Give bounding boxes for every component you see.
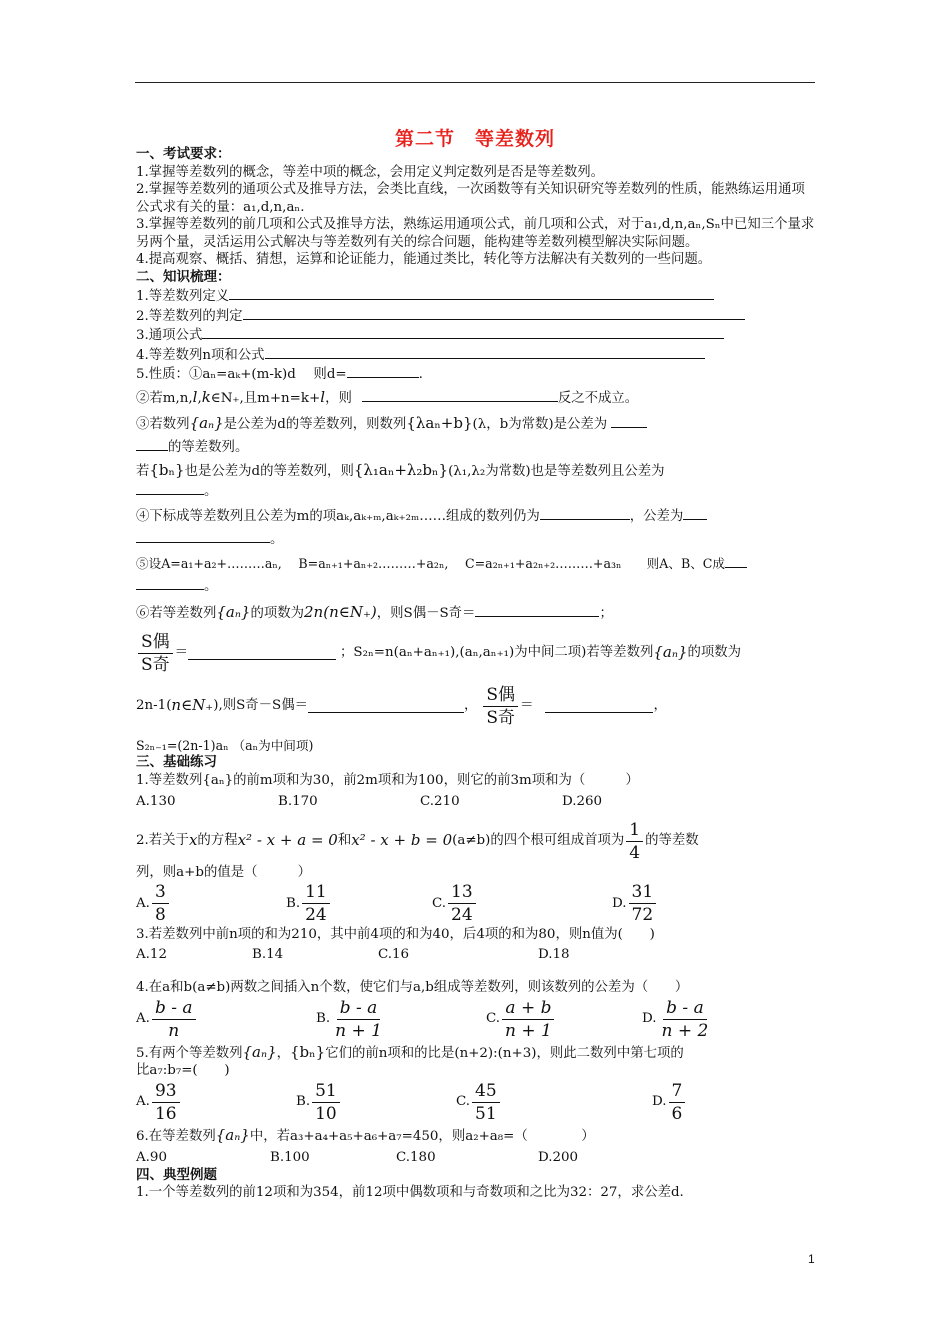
denominator: 6 (671, 1103, 683, 1124)
text: 反之不成立。 (557, 390, 639, 406)
property-3-cont (136, 437, 816, 457)
text: ， (464, 698, 478, 714)
denominator: 10 (315, 1103, 337, 1124)
text: ，则S偶－S奇＝ (376, 606, 476, 621)
property-6-odd (136, 684, 816, 729)
option-a[interactable]: A.90 (136, 1150, 167, 1165)
option-a[interactable] (136, 881, 286, 926)
page-title: 第二节 等差数列 (394, 128, 555, 150)
denominator: n (168, 1020, 180, 1041)
fill-blank[interactable] (229, 286, 714, 300)
option-fraction (332, 997, 385, 1042)
fill-blank[interactable] (202, 325, 724, 339)
option-a[interactable]: A.130 (136, 794, 176, 809)
option-d[interactable] (612, 881, 732, 926)
numerator: 51 (312, 1080, 340, 1103)
question-3-options (136, 946, 816, 964)
text: (λ，b为常数)是公差为 (472, 417, 608, 432)
option-label: C. (456, 1094, 471, 1110)
option-label: B. (296, 1094, 311, 1110)
denominator: 24 (451, 905, 473, 925)
fraction-one-quarter (626, 819, 643, 864)
fill-blank[interactable] (540, 506, 630, 520)
requirement-4: 4.提高观察、概括、猜想，运算和论证能力，能通过类比，转化等方法解决有关数列的一些问题。 (136, 252, 712, 267)
option-label: A. (136, 1011, 150, 1027)
question-2-cont: 列，则a+b的值是（ ） (136, 864, 312, 880)
option-label: B. (286, 895, 301, 911)
fill-blank[interactable] (545, 699, 653, 713)
denominator: S奇 (141, 654, 170, 675)
fill-blank[interactable] (136, 437, 168, 451)
math-expression: n∈N₊ (171, 696, 214, 715)
denominator: 4 (629, 842, 641, 863)
fill-blank[interactable] (308, 699, 464, 713)
option-label: A. (136, 1094, 150, 1110)
option-fraction (152, 1080, 180, 1125)
text: 的等差数 (645, 833, 699, 849)
math-expression: 2n(n∈N₊) (304, 603, 377, 621)
option-b[interactable]: B.170 (278, 794, 318, 809)
fill-blank[interactable] (347, 364, 419, 378)
option-label: C. (486, 1011, 501, 1027)
denominator: n + 2 (661, 1020, 709, 1041)
fill-blank[interactable] (136, 481, 204, 495)
option-a[interactable]: A.12 (136, 946, 167, 962)
option-c[interactable] (456, 1080, 652, 1125)
question-5 (136, 1044, 816, 1063)
section-heading-basic-practice: 三、基础练习 (136, 754, 217, 770)
fill-blank[interactable] (243, 306, 745, 320)
option-fraction (152, 997, 196, 1042)
property-4 (136, 506, 816, 526)
option-label: B. (316, 1011, 331, 1027)
option-c[interactable]: C.16 (378, 946, 410, 962)
requirement-3: 3.掌握等差数列的前几项和公式及推导方法，熟练运用通项公式，前几项和公式，对于a₁,d,n,aₙ,Sₙ中已知三个量求另两个量，灵活运用公式解决与等差数列有关的综合问题，能构建等差数列模型解决实际问题。 (136, 217, 815, 250)
property-6-middle: S₂ₙ₋₁=(2n-1)aₙ （aₙ为中间项) (136, 737, 314, 753)
question-3: 3.若差数列中前n项的和为210，其中前4项的和为40，后4项的和为80，则n值为( ) (136, 927, 655, 942)
sequence-notation: {bₙ} (290, 1042, 326, 1061)
option-a[interactable] (136, 997, 316, 1042)
question-2-options (136, 881, 816, 926)
option-fraction (312, 1080, 340, 1125)
knowledge-1 (136, 286, 816, 306)
sequence-notation: {aₙ} (189, 414, 224, 432)
text: 是公差为d的等差数列，则数列 (223, 417, 407, 432)
option-fraction (659, 997, 712, 1042)
property-6-ratio (136, 631, 816, 676)
fill-blank[interactable] (136, 529, 270, 543)
var-x: x (188, 831, 198, 850)
equation-2: x² - x + b = 0 (351, 831, 453, 850)
question-6-options (136, 1149, 816, 1167)
sequence-notation: {aₙ} (653, 643, 688, 662)
numerator: S偶 (483, 684, 518, 707)
text: (a≠b)的四个根可组成首项为 (452, 833, 625, 849)
text: 的项数为 (250, 606, 305, 621)
option-d[interactable] (652, 1080, 752, 1125)
text: ＝ (174, 645, 189, 661)
text: 5.有两个等差数列 (136, 1045, 243, 1061)
text: 和 (337, 833, 352, 849)
knowledge-2 (136, 306, 816, 326)
text: 的项数为 (687, 645, 742, 661)
numerator: 31 (629, 881, 657, 904)
text: ， (653, 698, 667, 714)
knowledge-4 (136, 345, 816, 365)
property-3 (136, 414, 816, 434)
option-d[interactable]: D.260 (562, 794, 603, 809)
option-d[interactable]: D.18 (538, 946, 570, 962)
text: ③若数列 (136, 417, 190, 432)
numerator: b - a (663, 997, 707, 1020)
text: 它们的前n项和的比是(n+2):(n+3)，则此二数列中第七项的 (325, 1045, 684, 1061)
text: ⑥若等差数列 (136, 606, 217, 621)
text: 。 (270, 531, 284, 547)
option-c[interactable]: C.210 (420, 794, 460, 809)
fill-blank[interactable] (136, 576, 204, 590)
knowledge-1-label: 1.等差数列定义 (136, 289, 230, 304)
option-fraction (669, 1080, 686, 1125)
question-1-options (136, 793, 816, 811)
numerator: 13 (448, 881, 476, 904)
option-fraction (472, 1080, 500, 1125)
document-body (136, 146, 816, 1202)
numerator: 45 (472, 1080, 500, 1103)
numerator: 3 (152, 881, 169, 904)
var-l: l (320, 387, 326, 406)
text: 。 (204, 578, 218, 594)
fill-blank[interactable] (188, 646, 336, 660)
option-fraction (302, 881, 330, 926)
requirement-1: 1.掌握等差数列的概念，等差中项的概念，会用定义判定数列是否是等差数列。 (136, 164, 605, 180)
option-b[interactable]: B.100 (270, 1150, 310, 1165)
sequence-notation: {λ₁aₙ+λ₂bₙ} (353, 461, 449, 479)
ratio-fraction (138, 631, 173, 676)
question-5-options (136, 1080, 816, 1125)
text: ),则S奇－S偶＝ (213, 698, 309, 714)
section-heading-knowledge: 二、知识梳理： (136, 268, 231, 285)
denominator: n + 1 (505, 1020, 552, 1041)
knowledge-3 (136, 325, 816, 345)
numerator: a + b (502, 997, 554, 1020)
sequence-notation: {λaₙ+b} (406, 414, 473, 432)
ratio-fraction (483, 684, 518, 729)
text: 也是公差为d的等差数列，则 (184, 464, 354, 479)
knowledge-4-label: 4.等差数列n项和公式 (136, 347, 265, 363)
knowledge-2-label: 2.等差数列的判定 (136, 308, 243, 324)
text: 。 (204, 483, 218, 499)
option-label: D. (612, 895, 627, 911)
fill-blank[interactable] (362, 388, 558, 402)
option-label: D. (652, 1094, 667, 1110)
text: ，公差为 (629, 509, 684, 524)
numerator: 7 (669, 1080, 686, 1103)
denominator: 24 (305, 905, 327, 925)
property-1-text: 5.性质：①aₙ=aₖ+(m-k)d 则d= (136, 367, 347, 382)
property-3b (136, 462, 816, 481)
numerator: 11 (302, 881, 330, 904)
property-6 (136, 603, 816, 623)
question-4: 4.在a和b(a≠b)两数之间插入n个数，使它们与a,b组成等差数列，则该数列的公差为（ ） (136, 980, 689, 995)
denominator: 8 (154, 905, 166, 925)
option-fraction (152, 881, 169, 926)
option-d[interactable]: D.200 (538, 1150, 579, 1165)
option-a[interactable] (136, 1080, 296, 1125)
var-l: l (192, 387, 198, 406)
text: 2n-1( (136, 698, 172, 714)
text: 的方程 (197, 833, 238, 849)
text: ∈N₊,且m+n=k+ (210, 390, 321, 406)
property-2 (136, 388, 816, 408)
question-2 (136, 819, 816, 864)
denominator: S奇 (486, 707, 516, 728)
option-fraction (629, 881, 657, 926)
section-heading-examples: 四、典型例题 (136, 1166, 217, 1183)
fill-blank[interactable] (265, 345, 705, 359)
denominator: 16 (154, 1103, 177, 1124)
option-b[interactable] (286, 881, 432, 926)
question-4-options (136, 997, 816, 1042)
text: , (197, 390, 202, 406)
sequence-notation: {aₙ} (216, 603, 251, 621)
period: . (418, 367, 423, 382)
text: 2.若关于 (136, 833, 189, 849)
text: 6.在等差数列 (136, 1128, 216, 1144)
property-3b-cont (136, 481, 816, 501)
denominator: 51 (475, 1103, 497, 1124)
option-c[interactable] (486, 997, 642, 1042)
example-1: 1.一个等差数列的前12项和为354，前12项中偶数项和与奇数项和之比为32：27，求公差d. (136, 1185, 684, 1200)
text: (λ₁,λ₂为常数)也是等差数列且公差为 (448, 464, 665, 479)
fill-blank[interactable] (475, 603, 599, 617)
property-1 (136, 364, 816, 384)
property-5-cont (136, 576, 816, 596)
text: ；S₂ₙ=n(aₙ+aₙ₊₁),(aₙ,aₙ₊₁)为中间二项)若等差数列 (340, 645, 654, 661)
fill-blank[interactable] (611, 414, 647, 428)
option-b[interactable] (296, 1080, 456, 1125)
question-1: 1.等差数列{aₙ}的前m项和为30，前2m项和为100，则它的前3m项和为（ ） (136, 772, 639, 788)
fill-blank[interactable] (683, 506, 707, 520)
numerator: S偶 (138, 631, 173, 654)
equation-1: x² - x + a = 0 (237, 831, 338, 850)
option-c[interactable]: C.180 (396, 1150, 436, 1165)
numerator: 1 (626, 819, 643, 842)
question-5-cont: 比a₇:b₇=( ) (136, 1063, 230, 1078)
fill-blank[interactable] (725, 554, 747, 568)
option-c[interactable] (432, 881, 612, 926)
numerator: b - a (337, 997, 381, 1020)
option-d[interactable] (642, 997, 762, 1042)
header-rule (135, 82, 815, 83)
option-fraction (448, 881, 476, 926)
text: ， (276, 1045, 291, 1061)
text: ②若m,n, (136, 390, 193, 406)
sequence-notation: {bₙ} (149, 461, 185, 479)
text: 若 (136, 464, 150, 479)
text: ＝ (520, 698, 534, 714)
option-label: C. (432, 895, 447, 911)
option-fraction (502, 997, 555, 1042)
requirement-2: 2.掌握等差数列的通项公式及推导方法，会类比直线，一次函数等有关知识研究等差数列的性质，能熟练运用通项公式求有关的量：a₁,d,n,aₙ. (136, 182, 805, 215)
text: 中，若a₃+a₄+a₅+a₆+a₇=450，则a₂+a₈=（ ） (249, 1128, 595, 1144)
numerator: 93 (152, 1080, 180, 1103)
sequence-notation: {aₙ} (242, 1042, 277, 1061)
text: 的等差数列。 (168, 439, 249, 455)
denominator: n + 1 (335, 1020, 382, 1041)
property-4-cont (136, 529, 816, 549)
text: ； (599, 606, 613, 621)
var-k: k (201, 387, 211, 406)
property-5 (136, 554, 816, 573)
option-label: A. (136, 895, 150, 911)
denominator: 72 (631, 905, 654, 925)
option-b[interactable]: B.14 (252, 946, 284, 962)
option-label: D. (642, 1011, 657, 1027)
text: ，则 (325, 390, 352, 406)
numerator: b - a (152, 997, 196, 1020)
section-heading-exam-requirements: 一、考试要求： (136, 146, 231, 162)
option-b[interactable] (316, 997, 486, 1042)
knowledge-3-label: 3.通项公式 (136, 328, 203, 343)
text: ⑤设A=a₁+a₂+………aₙ, B=aₙ₊₁+aₙ₊₂………+a₂ₙ, C=a₂ₙ₊₁+a₂ₙ₊₂………+a₃ₙ 则A、B、C成 (136, 556, 726, 571)
page-number: 1 (808, 1252, 815, 1266)
text: ④下标成等差数列且公差为m的项aₖ,aₖ₊ₘ,aₖ₊₂ₘ……组成的数列仍为 (136, 509, 540, 524)
question-6 (136, 1127, 816, 1146)
sequence-notation: {aₙ} (215, 1125, 250, 1144)
